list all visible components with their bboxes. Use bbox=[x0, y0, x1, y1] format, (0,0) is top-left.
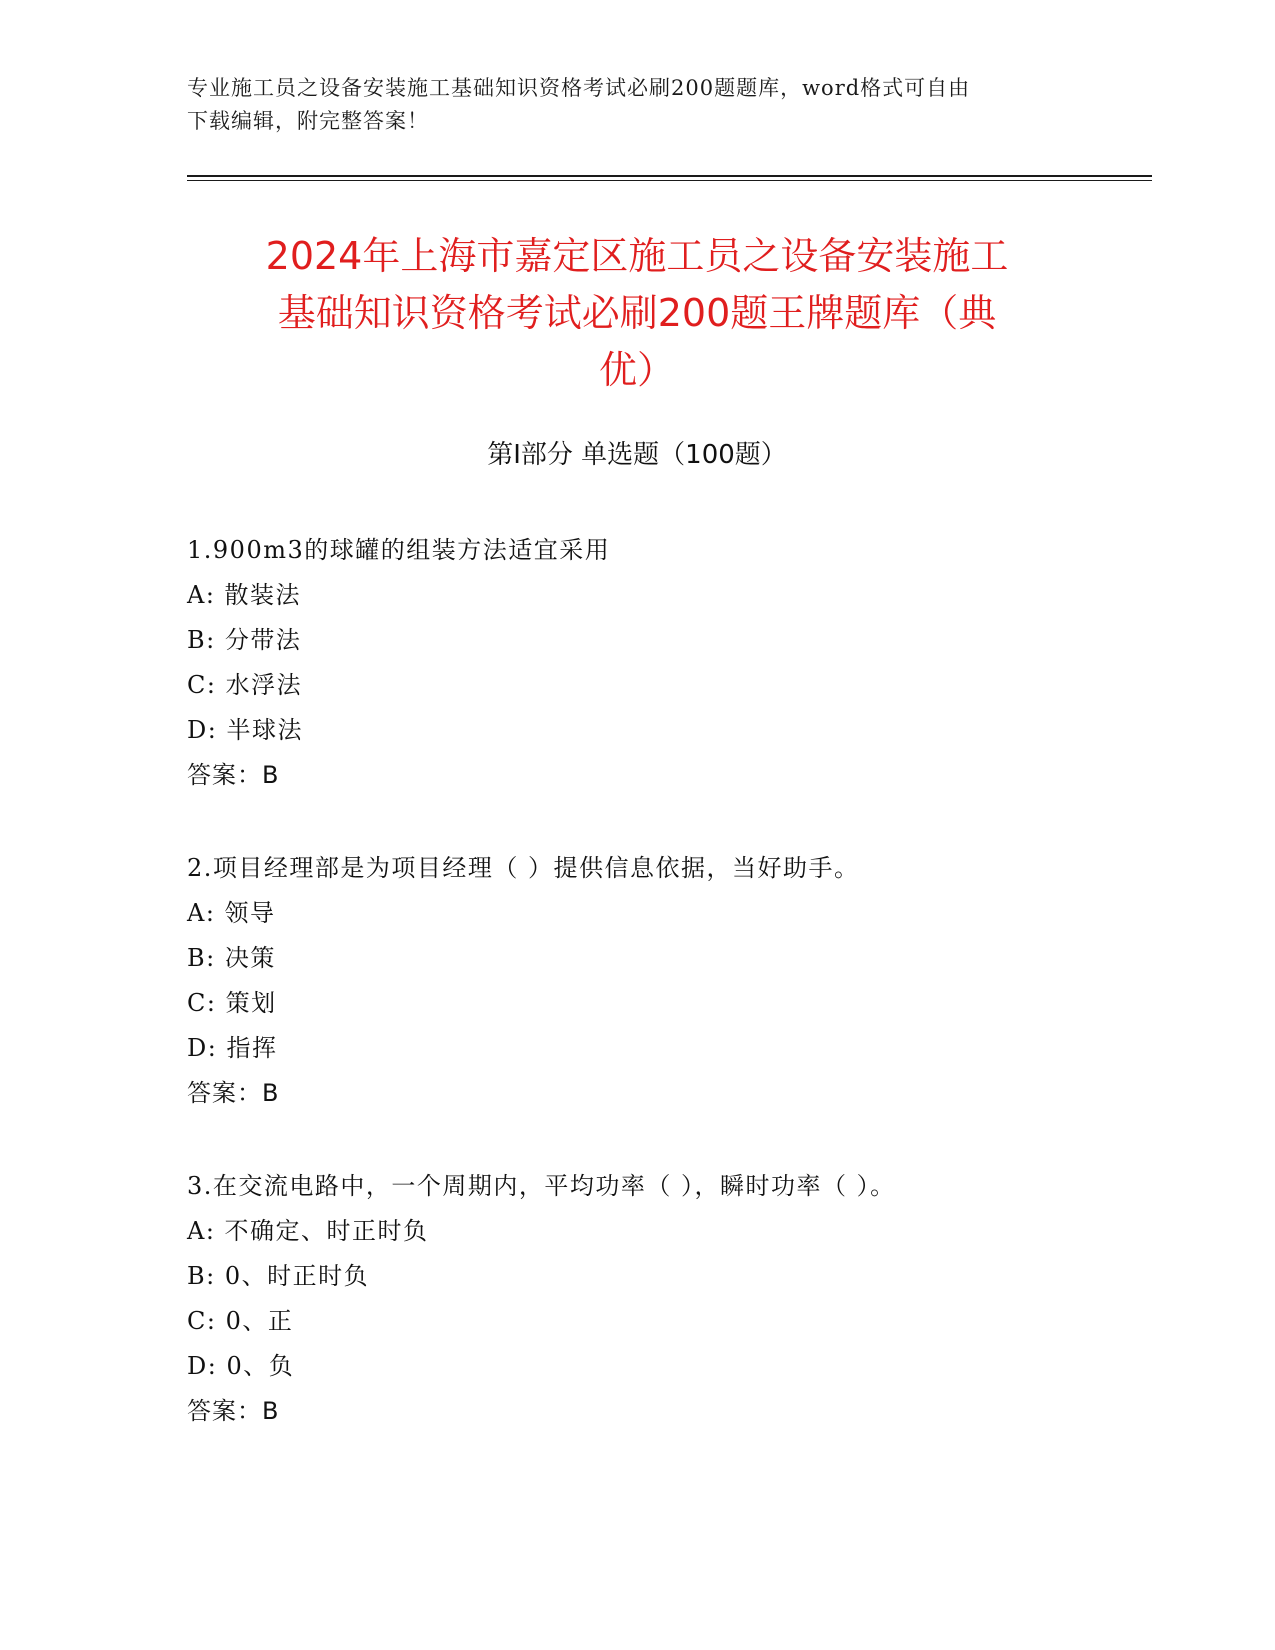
option-c: C: 0、正 bbox=[187, 1307, 294, 1335]
option-c: C: 水浮法 bbox=[187, 671, 303, 699]
document-title bbox=[187, 228, 1087, 399]
header-divider-thin bbox=[187, 180, 1152, 181]
option-d: D: 0、负 bbox=[187, 1352, 295, 1380]
question-block bbox=[187, 846, 1087, 1116]
answer-line: 答案：B bbox=[187, 761, 280, 789]
question-stem: 2.项目经理部是为项目经理（ ）提供信息依据，当好助手。 bbox=[187, 854, 860, 882]
option-d: D: 半球法 bbox=[187, 716, 303, 744]
intro-line: 专业施工员之设备安装施工基础知识资格考试必刷200题题库，word格式可自由 bbox=[187, 76, 971, 100]
title-line: 基础知识资格考试必刷200题王牌题库（典 bbox=[277, 291, 997, 335]
answer-line: 答案：B bbox=[187, 1397, 280, 1425]
option-b: B: 决策 bbox=[187, 944, 276, 972]
answer-line: 答案：B bbox=[187, 1079, 280, 1107]
option-a: A: 领导 bbox=[187, 899, 276, 927]
intro-text bbox=[187, 72, 1067, 138]
option-a: A: 散装法 bbox=[187, 581, 302, 609]
option-a: A: 不确定、时正时负 bbox=[187, 1217, 429, 1245]
title-line: 优） bbox=[598, 348, 675, 392]
option-b: B: 0、时正时负 bbox=[187, 1262, 370, 1290]
question-block bbox=[187, 1164, 1087, 1434]
option-b: B: 分带法 bbox=[187, 626, 302, 654]
question-stem: 1.900m3的球罐的组装方法适宜采用 bbox=[187, 536, 611, 564]
title-line: 2024年上海市嘉定区施工员之设备安装施工 bbox=[265, 234, 1009, 278]
question-block bbox=[187, 528, 1087, 798]
header-divider bbox=[187, 175, 1152, 177]
option-d: D: 指挥 bbox=[187, 1034, 278, 1062]
section-heading: 第I部分 单选题（100题） bbox=[487, 440, 787, 470]
question-stem: 3.在交流电路中，一个周期内，平均功率（ ），瞬时功率（ ）。 bbox=[187, 1172, 896, 1200]
intro-line: 下载编辑，附完整答案！ bbox=[187, 109, 429, 133]
option-c: C: 策划 bbox=[187, 989, 277, 1017]
